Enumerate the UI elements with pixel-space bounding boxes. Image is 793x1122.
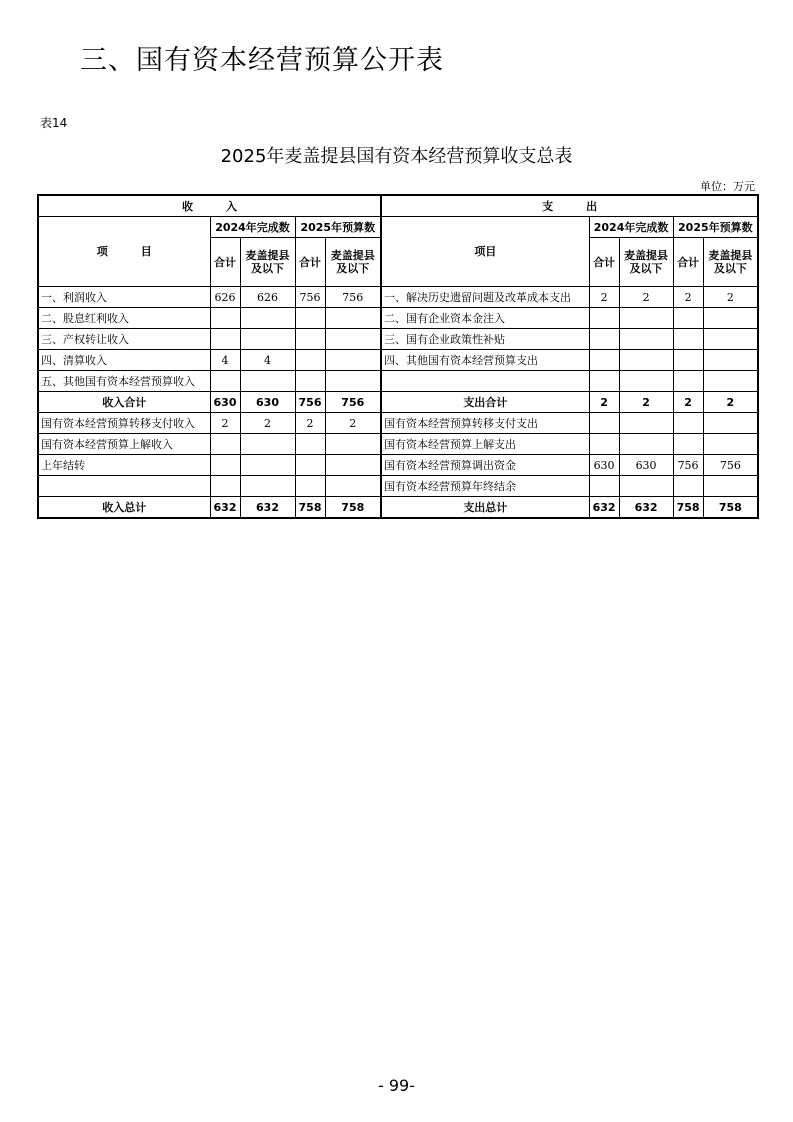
income-item-label: 二、股息红利收入 — [38, 308, 210, 329]
expense-value-cell — [703, 413, 758, 434]
income-value-cell: 632 — [210, 497, 240, 519]
col-total: 合计 — [589, 238, 619, 287]
expense-value-cell: 756 — [703, 455, 758, 476]
income-value-cell: 756 — [295, 392, 325, 413]
expense-value-cell — [703, 308, 758, 329]
table-row — [38, 476, 758, 497]
income-value-cell — [325, 455, 381, 476]
expense-2025-header: 2025年预算数 — [673, 217, 758, 238]
income-item-label: 三、产权转让收入 — [38, 329, 210, 350]
income-value-cell: 2 — [240, 413, 295, 434]
income-value-cell: 4 — [210, 350, 240, 371]
expense-value-cell: 632 — [589, 497, 619, 519]
income-value-cell — [240, 371, 295, 392]
income-item-label — [38, 476, 210, 497]
expense-value-cell: 758 — [673, 497, 703, 519]
expense-header: 支 出 — [381, 195, 758, 217]
expense-value-cell: 756 — [673, 455, 703, 476]
income-value-cell: 2 — [210, 413, 240, 434]
expense-value-cell — [589, 434, 619, 455]
income-item-header: 项 目 — [38, 217, 210, 287]
income-value-cell — [325, 371, 381, 392]
col-county: 麦盖提县及以下 — [240, 238, 295, 287]
expense-value-cell — [703, 371, 758, 392]
income-value-cell — [210, 455, 240, 476]
expense-value-cell — [589, 350, 619, 371]
income-value-cell: 756 — [325, 392, 381, 413]
budget-table — [37, 194, 759, 519]
expense-value-cell: 2 — [703, 392, 758, 413]
table-row — [38, 308, 758, 329]
expense-value-cell — [673, 329, 703, 350]
expense-item-label: 三、国有企业政策性补贴 — [381, 329, 589, 350]
expense-value-cell — [703, 329, 758, 350]
income-value-cell: 626 — [210, 287, 240, 308]
col-total: 合计 — [673, 238, 703, 287]
income-value-cell: 630 — [210, 392, 240, 413]
table-row — [38, 497, 758, 519]
expense-value-cell — [619, 308, 673, 329]
income-item-label: 国有资本经营预算转移支付收入 — [38, 413, 210, 434]
table-row — [38, 371, 758, 392]
expense-value-cell — [673, 413, 703, 434]
income-2025-header: 2025年预算数 — [295, 217, 381, 238]
income-item-label: 收入合计 — [38, 392, 210, 413]
income-value-cell: 758 — [295, 497, 325, 519]
expense-value-cell: 2 — [619, 392, 673, 413]
expense-value-cell: 2 — [589, 287, 619, 308]
income-item-label: 一、利润收入 — [38, 287, 210, 308]
expense-value-cell — [673, 476, 703, 497]
expense-item-label: 二、国有企业资本金注入 — [381, 308, 589, 329]
expense-value-cell — [703, 350, 758, 371]
unit-label: 单位：万元 — [700, 180, 755, 193]
income-value-cell — [240, 455, 295, 476]
income-value-cell — [240, 308, 295, 329]
table-row — [38, 287, 758, 308]
expense-item-label: 支出总计 — [381, 497, 589, 519]
income-value-cell — [325, 329, 381, 350]
income-item-label: 收入总计 — [38, 497, 210, 519]
income-2024-header: 2024年完成数 — [210, 217, 295, 238]
expense-value-cell — [619, 329, 673, 350]
income-value-cell — [295, 476, 325, 497]
income-value-cell — [295, 308, 325, 329]
income-value-cell: 2 — [325, 413, 381, 434]
expense-value-cell: 630 — [619, 455, 673, 476]
income-value-cell: 756 — [295, 287, 325, 308]
income-value-cell — [240, 476, 295, 497]
expense-value-cell: 2 — [703, 287, 758, 308]
income-value-cell — [325, 350, 381, 371]
expense-value-cell: 2 — [673, 392, 703, 413]
expense-item-header: 项目 — [381, 217, 589, 287]
expense-item-label: 国有资本经营预算调出资金 — [381, 455, 589, 476]
expense-value-cell — [589, 476, 619, 497]
income-value-cell — [295, 371, 325, 392]
expense-value-cell: 758 — [703, 497, 758, 519]
expense-value-cell — [619, 476, 673, 497]
expense-value-cell: 2 — [673, 287, 703, 308]
col-county: 麦盖提县及以下 — [325, 238, 381, 287]
expense-value-cell: 630 — [589, 455, 619, 476]
income-value-cell — [240, 434, 295, 455]
income-value-cell — [210, 308, 240, 329]
page-number: - 99- — [378, 1076, 415, 1095]
expense-value-cell — [589, 371, 619, 392]
table-row — [38, 392, 758, 413]
expense-item-label: 四、其他国有资本经营预算支出 — [381, 350, 589, 371]
col-total: 合计 — [210, 238, 240, 287]
expense-2024-header: 2024年完成数 — [589, 217, 673, 238]
income-value-cell: 758 — [325, 497, 381, 519]
income-value-cell — [210, 371, 240, 392]
expense-value-cell — [619, 413, 673, 434]
expense-item-label: 国有资本经营预算上解支出 — [381, 434, 589, 455]
col-county: 麦盖提县及以下 — [703, 238, 758, 287]
income-value-cell: 756 — [325, 287, 381, 308]
expense-value-cell — [673, 308, 703, 329]
expense-value-cell — [703, 476, 758, 497]
expense-value-cell — [589, 308, 619, 329]
income-value-cell — [325, 308, 381, 329]
expense-value-cell: 2 — [619, 287, 673, 308]
expense-value-cell — [619, 434, 673, 455]
expense-value-cell: 2 — [589, 392, 619, 413]
income-value-cell: 630 — [240, 392, 295, 413]
expense-item-label: 支出合计 — [381, 392, 589, 413]
table-title: 2025年麦盖提县国有资本经营预算收支总表 — [220, 146, 573, 167]
income-value-cell: 4 — [240, 350, 295, 371]
income-value-cell — [295, 329, 325, 350]
expense-value-cell — [673, 434, 703, 455]
table-row — [38, 413, 758, 434]
expense-item-label: 一、解决历史遗留问题及改革成本支出 — [381, 287, 589, 308]
income-header: 收 入 — [38, 195, 381, 217]
income-item-label: 四、清算收入 — [38, 350, 210, 371]
table-row — [38, 329, 758, 350]
income-value-cell — [210, 476, 240, 497]
table-row — [38, 455, 758, 476]
income-value-cell — [295, 455, 325, 476]
expense-item-label — [381, 371, 589, 392]
expense-item-label: 国有资本经营预算年终结余 — [381, 476, 589, 497]
income-value-cell — [210, 434, 240, 455]
expense-value-cell — [619, 350, 673, 371]
income-value-cell: 2 — [295, 413, 325, 434]
expense-item-label: 国有资本经营预算转移支付支出 — [381, 413, 589, 434]
expense-value-cell — [673, 371, 703, 392]
income-item-label: 上年结转 — [38, 455, 210, 476]
income-value-cell — [325, 434, 381, 455]
income-value-cell — [240, 329, 295, 350]
table-row — [38, 350, 758, 371]
income-value-cell — [295, 434, 325, 455]
col-total: 合计 — [295, 238, 325, 287]
table-row — [38, 434, 758, 455]
expense-value-cell — [619, 371, 673, 392]
income-item-label: 五、其他国有资本经营预算收入 — [38, 371, 210, 392]
col-county: 麦盖提县及以下 — [619, 238, 673, 287]
income-value-cell — [210, 329, 240, 350]
expense-value-cell — [673, 350, 703, 371]
expense-value-cell — [703, 434, 758, 455]
section-title: 三、国有资本经营预算公开表 — [80, 45, 444, 76]
table-body — [38, 287, 758, 519]
income-value-cell — [325, 476, 381, 497]
income-value-cell — [295, 350, 325, 371]
expense-value-cell: 632 — [619, 497, 673, 519]
expense-value-cell — [589, 329, 619, 350]
expense-value-cell — [589, 413, 619, 434]
income-item-label: 国有资本经营预算上解收入 — [38, 434, 210, 455]
income-value-cell: 632 — [240, 497, 295, 519]
income-value-cell: 626 — [240, 287, 295, 308]
table-number: 表14 — [40, 116, 68, 130]
